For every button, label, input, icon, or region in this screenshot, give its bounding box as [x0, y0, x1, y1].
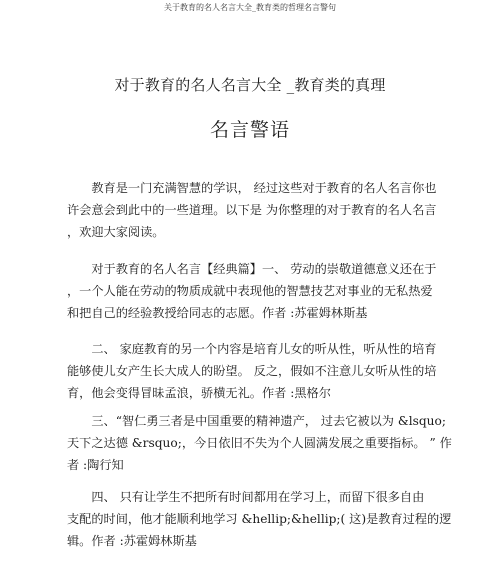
- text-line: 育，他会变得冒昧孟浪，骄横无礼。作者 :黑格尔: [67, 386, 331, 400]
- text-line: 教育是一门充满智慧的学识， 经过这些对于教育的名人名言你也: [67, 181, 437, 195]
- paragraph-intro: [67, 177, 439, 243]
- text-line: ，一个人能在劳动的物质成就中表现他的智慧技艺对事业的无私热爱: [67, 284, 433, 298]
- text-line: 天下之达德 &rsquo;，今日依旧不失为个人圆满发展之重要指标。 ” 作: [67, 436, 452, 450]
- document-subtitle: 名言警语: [209, 119, 290, 141]
- paragraph-quote-4: [67, 486, 452, 552]
- paragraph-quote-2: [67, 338, 439, 404]
- text-line: 三、“智仁勇三者是中国重要的精神遗产， 过去它被以为 &lsquo;: [67, 414, 446, 428]
- text-line: 二、 家庭教育的另一个内容是培育儿女的听从性，听从性的培育: [67, 342, 437, 356]
- text-line: 辑。作者 :苏霍姆林斯基: [67, 534, 197, 548]
- text-line: 支配的时间，他才能顺利地学习 &hellip;&hellip;( 这)是教育过程的逻: [67, 512, 452, 526]
- text-line: 者 :陶行知: [67, 458, 124, 472]
- paragraph-quote-3: [67, 410, 452, 476]
- text-line: 对于教育的名人名言【经典篇】一、 劳动的崇敬道德意义还在于: [67, 262, 437, 276]
- text-line: 和把自己的经验教授给同志的志愿。作者 :苏霍姆林斯基: [67, 306, 368, 320]
- text-line: 四、 只有让学生不把所有时间都用在学习上，而留下很多自由: [67, 490, 425, 504]
- text-line: 能够使儿女产生长大成人的盼望。 反之，假如不注意儿女听从性的培: [67, 364, 437, 378]
- page-header: 关于教育的名人名言大全_教育类的哲理名言警句: [164, 3, 336, 12]
- text-line: 许会意会到此中的一些道理。以下是 为你整理的对于教育的名人名言: [67, 203, 437, 217]
- document-title: 对于教育的名人名言大全 _教育类的真理: [114, 76, 386, 94]
- paragraph-quote-1: [67, 258, 439, 324]
- text-line: ，欢迎大家阅读。: [67, 225, 165, 239]
